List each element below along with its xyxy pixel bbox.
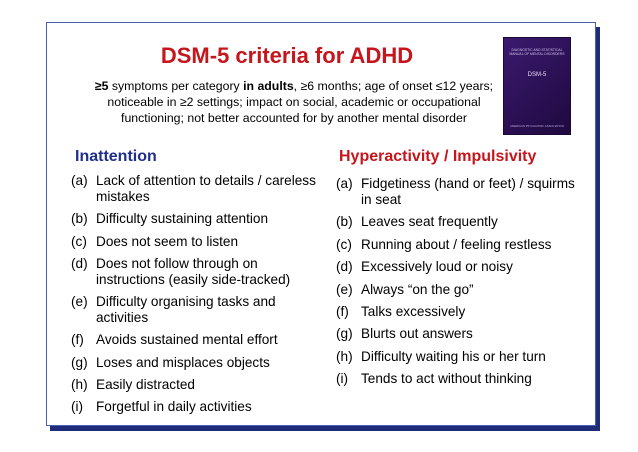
- item-marker: (f): [71, 332, 84, 348]
- list-item: [336, 349, 581, 365]
- item-text: Talks excessively: [361, 303, 466, 319]
- item-marker: (i): [71, 399, 84, 415]
- item-marker: (i): [336, 371, 349, 387]
- book-title-text: DIAGNOSTIC AND STATISTICAL MANUAL OF MENTAL DISORDERS: [509, 48, 565, 57]
- item-marker: (h): [336, 348, 353, 364]
- list-item: [71, 399, 326, 415]
- item-marker: (e): [336, 281, 353, 297]
- list-item: [336, 371, 581, 387]
- list-item: [71, 211, 326, 227]
- item-text: Excessively loud or noisy: [361, 259, 513, 275]
- item-text: Running about / feeling restless: [361, 236, 552, 252]
- item-marker: (f): [336, 303, 349, 319]
- list-item: [71, 332, 326, 348]
- book-publisher-text: AMERICAN PSYCHIATRIC ASSOCIATION: [510, 124, 564, 128]
- item-marker: (g): [336, 326, 353, 342]
- dsm5-book-cover-image: [503, 37, 571, 135]
- adults-emphasis: in adults: [243, 79, 294, 93]
- list-item: [336, 304, 581, 320]
- item-text: Does not follow through on instructions (easily side-tracked): [96, 255, 291, 287]
- item-text: Difficulty sustaining attention: [96, 211, 269, 227]
- item-marker: (a): [336, 176, 353, 191]
- item-text: Avoids sustained mental effort: [96, 332, 278, 348]
- item-marker: (c): [336, 236, 352, 252]
- list-item: [336, 176, 581, 208]
- list-item: [336, 326, 581, 342]
- summary-text-2: , ≥6 months; age of onset ≤12 years;: [293, 79, 494, 93]
- hyperactivity-list: [336, 176, 581, 394]
- summary-line-1: [59, 78, 529, 94]
- item-text: Always “on the go”: [361, 281, 474, 297]
- item-text: Easily distracted: [96, 377, 195, 393]
- inattention-heading: Inattention: [75, 148, 157, 165]
- list-item: [336, 259, 581, 275]
- list-item: [71, 256, 326, 288]
- list-item: [336, 237, 581, 253]
- slide-title: DSM-5 criteria for ADHD: [160, 43, 414, 68]
- item-marker: (a): [71, 173, 88, 188]
- list-item: [71, 234, 326, 250]
- criteria-summary: [59, 78, 529, 126]
- book-edition-label: DSM-5: [527, 72, 547, 78]
- item-text: Loses and misplaces objects: [96, 354, 270, 370]
- list-item: [71, 377, 326, 393]
- inattention-list: [71, 173, 326, 422]
- list-item: [71, 173, 326, 205]
- item-marker: (b): [71, 211, 88, 227]
- item-text: Leaves seat frequently: [361, 214, 498, 230]
- list-item: [71, 355, 326, 371]
- item-marker: (d): [71, 255, 88, 271]
- summary-line-2: noticeable in ≥2 settings; impact on social, academic or occupational: [107, 95, 481, 109]
- item-marker: (e): [71, 294, 88, 310]
- item-marker: (c): [71, 233, 87, 249]
- item-text: Difficulty waiting his or her turn: [361, 348, 546, 364]
- item-marker: (b): [336, 214, 353, 230]
- item-marker: (g): [71, 354, 88, 370]
- symptom-count: ≥5: [94, 79, 109, 93]
- item-text: Tends to act without thinking: [361, 371, 532, 387]
- item-text: Fidgetiness (hand or feet) / squirms in seat: [361, 176, 575, 207]
- item-text: Lack of attention to details / careless mistakes: [96, 173, 316, 204]
- item-marker: (d): [336, 259, 353, 275]
- list-item: [336, 214, 581, 230]
- slide-frame: [46, 22, 596, 426]
- item-text: Does not seem to listen: [96, 233, 239, 249]
- item-text: Blurts out answers: [361, 326, 473, 342]
- hyperactivity-heading: Hyperactivity / Impulsivity: [339, 148, 537, 165]
- item-marker: (h): [71, 377, 88, 393]
- item-text: Difficulty organising tasks and activities: [96, 294, 276, 326]
- summary-text-1: symptoms per category: [108, 79, 244, 93]
- summary-line-3: functioning; not better accounted for by another mental disorder: [121, 111, 467, 125]
- list-item: [336, 282, 581, 298]
- list-item: [71, 294, 326, 326]
- item-text: Forgetful in daily activities: [96, 399, 252, 415]
